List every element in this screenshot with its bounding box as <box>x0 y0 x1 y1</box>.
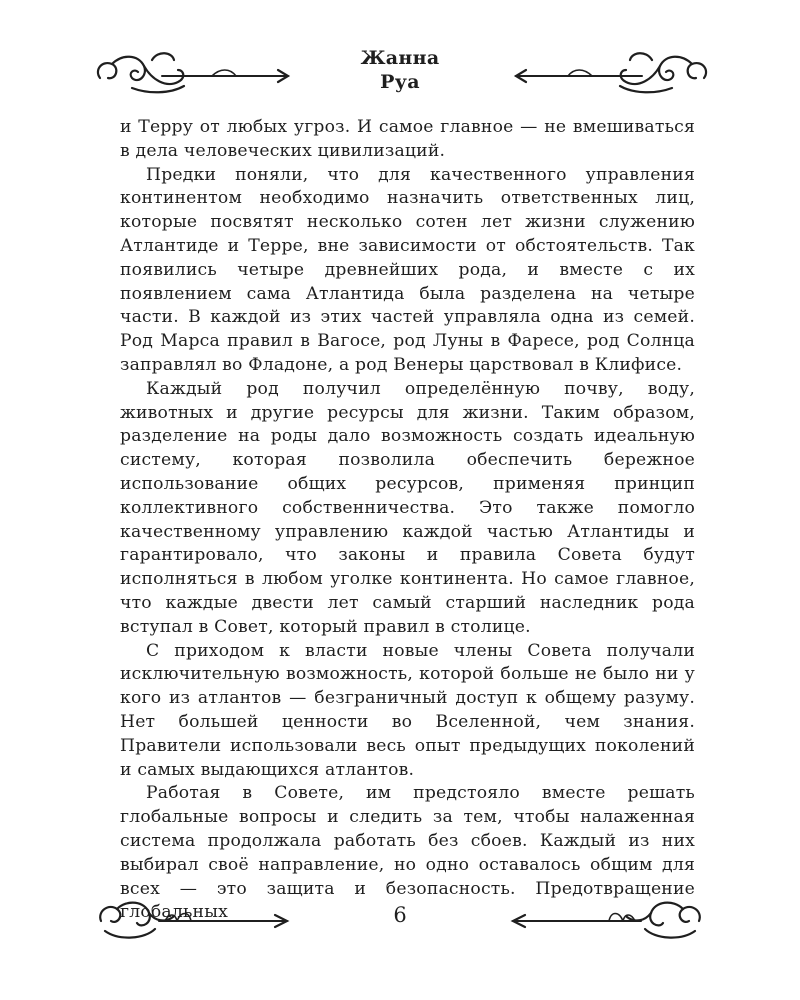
flourish-scroll-icon <box>92 48 292 100</box>
paragraph: Работая в Совете, им предстояло вместе решать глобальные вопросы и следить за тем, чтобы налаженная система продолжала работать без сбоев. Каждый из них выбирал своё направление, но одно оставалось общим для всех — это защита и безопасность. Предотвращение глобальных <box>120 783 695 923</box>
paragraph: Предки поняли, что для качественного управления континентом необходимо назначить ответственных лиц, которые посвятят несколько сотен лет жизни служению Атлантиде и Терре, вне зависимости от обстоятельств. Так появились четыре древнейших рода, и вместе с их появлением сама Атлантида была разделена на четыре части. В каждой из этих частей управляла одна из семей. Род Марса правил в Вагосе, род Луны в Фаресе, род Солнца заправлял во Фладоне, а род Венеры царствовал в Клифисе. <box>120 164 695 375</box>
author-first-name: Жанна <box>360 47 440 69</box>
page-body <box>120 116 695 925</box>
paragraph: Каждый род получил определённую почву, воду, животных и другие ресурсы для жизни. Таким образом, разделение на роды дало возможность создать идеальную систему, которая позволила обеспечить бережное использование общих ресурсов, применяя принцип коллективного собственничества. Это также помогло качественному управлению каждой частью Атлантиды и гарантировало, что законы и правила Совета будут исполняться в любом уголке континента. Но самое главное, что каждые двести лет самый старший наследник рода вступал в Совет, который правил в столице. <box>120 378 695 637</box>
page-number: 6 <box>393 903 407 927</box>
author-name <box>300 46 500 94</box>
page-footer <box>0 895 800 945</box>
flourish-arrow-icon <box>505 895 705 945</box>
paragraph-continued: и Терру от любых угроз. И самое главное — не вмешиваться в дела человеческих цивилизаций. <box>120 117 695 161</box>
flourish-arrow-icon <box>95 895 295 945</box>
author-last-name: Руа <box>380 71 420 93</box>
paragraph: С приходом к власти новые члены Совета получали исключительную возможность, которой больше не было ни у кого из атлантов — безграничный доступ к общему разуму. Нет большей ценности во Вселенной, чем знания. Правители использовали весь опыт предыдущих поколений и самых выдающихся атлантов. <box>120 640 695 780</box>
flourish-scroll-icon <box>512 48 712 100</box>
page-header <box>0 38 800 108</box>
